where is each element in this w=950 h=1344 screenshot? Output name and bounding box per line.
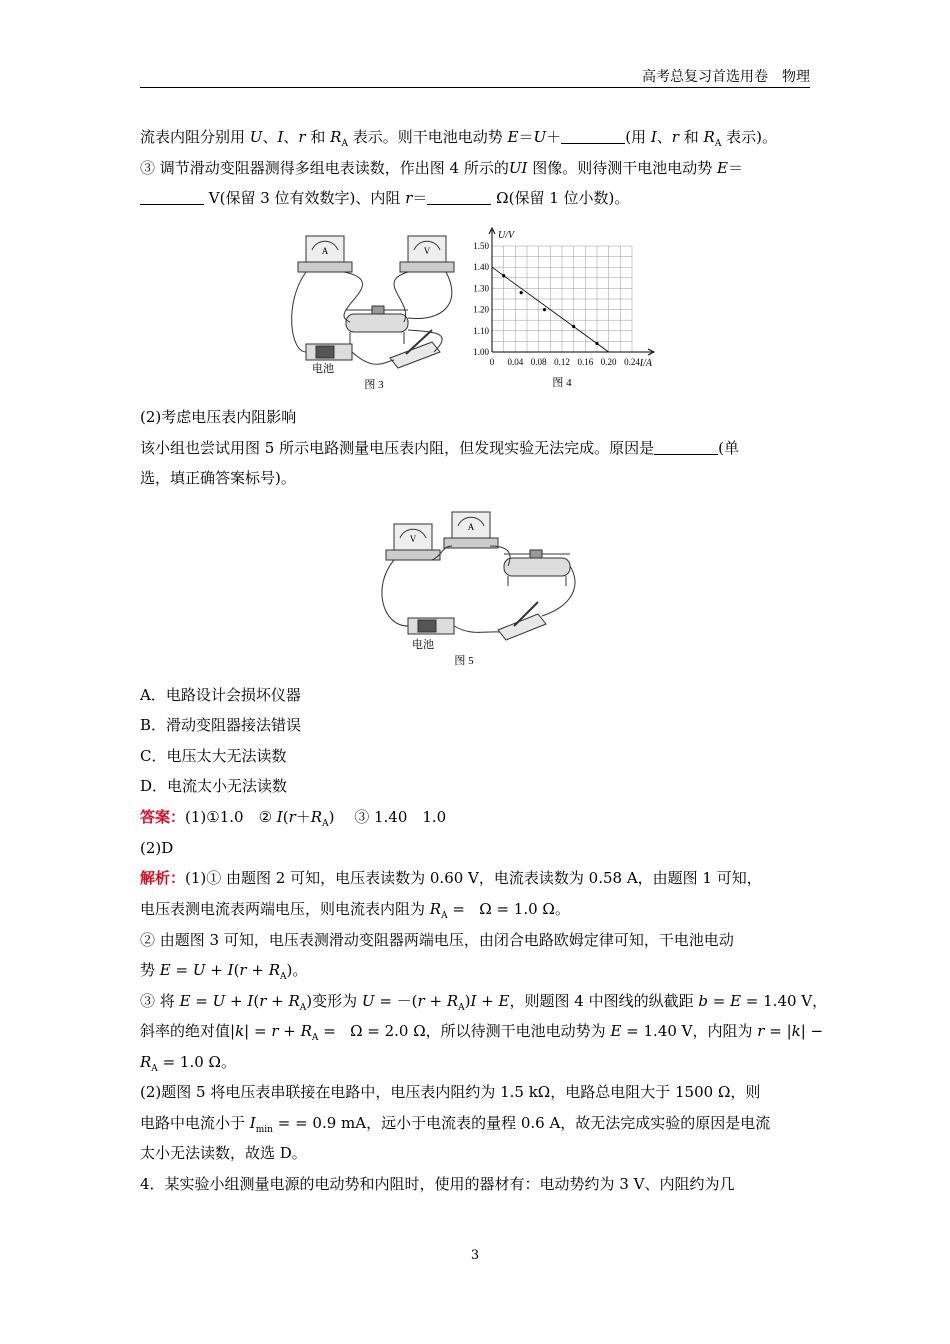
section-2-title: (2)考虑电压表内阻影响 <box>140 408 297 426</box>
fig4-caption: 图 4 <box>552 377 572 389</box>
option-b: B．滑动变阻器接法错误 <box>140 716 302 734</box>
solution-line-9: 电路中电流小于 $I_{min}$ = = 0.9 mA，远小于电流表的量程 0.6 A，故无法完成实验的原因是电流 <box>140 1114 771 1135</box>
data-point <box>543 308 546 311</box>
solution-label: 解析： <box>140 869 186 887</box>
blank-4[interactable] <box>654 438 718 455</box>
section-2-line-2: 选，填正确答案标号)。 <box>140 469 296 487</box>
data-point <box>595 342 598 345</box>
fig5-voltmeter-letter: V <box>409 534 417 544</box>
x-tick-label: 0.24 <box>624 357 640 367</box>
fig5-ammeter-letter: A <box>467 522 475 532</box>
data-point <box>520 291 523 294</box>
data-point <box>502 274 505 277</box>
figure-5-circuit <box>372 506 584 670</box>
battery-label: 电池 <box>312 363 334 375</box>
x-tick-label: 0.16 <box>577 357 594 367</box>
figure-4-ui-chart <box>462 220 662 394</box>
line-3: V(保留 3 位有效数字)、内阻 r＝ Ω(保留 1 位小数)。 <box>140 183 812 214</box>
blank-3[interactable] <box>427 188 491 205</box>
x-tick-label: 0.20 <box>600 357 617 367</box>
y-tick-label: 1.50 <box>473 241 489 251</box>
y-axis-label: U/V <box>498 230 515 241</box>
solution-line-6: 斜率的绝对值$|k| = r + R_A = \Omega = 2.0$ Ω，所以待测干电池电动势为 E = 1.40 V，内阻为 r = |k| − <box>140 1022 824 1043</box>
x-tick-label: 0.12 <box>554 357 570 367</box>
solution-line-5: ③ 将 $E = U + I(r + R_A)$变形为 $U = -(r + R_A)I + E$，则题图 4 中图线的纵截距 b = E = 1.40 V， <box>140 992 828 1013</box>
solution-line-2: 电压表测电流表两端电压，则电流表内阻为 $R_A = \Omega = 1.0$ Ω。 <box>140 900 570 921</box>
answer-line-2: (2)D <box>140 839 174 857</box>
x-tick-label: 0 <box>489 357 495 367</box>
option-c: C．电压太大无法读数 <box>140 747 287 765</box>
y-tick-label: 1.30 <box>473 283 489 294</box>
x-tick-label: 0.08 <box>530 357 547 367</box>
line-2: ③ 调节滑动变阻器测得多组电表读数，作出图 4 所示的UI 图像。则待测干电池电动势 E＝ <box>140 159 743 177</box>
question-4: 4．某实验小组测量电源的电动势和内阻时，使用的器材有：电动势约为 3 V、内阻约为几 <box>140 1175 735 1193</box>
page-number: 3 <box>470 1248 480 1263</box>
figure-3-circuit <box>284 222 464 394</box>
y-tick-label: 1.00 <box>473 347 489 357</box>
voltmeter-letter: V <box>423 246 431 256</box>
solution-line-4: 势 $E = U + I(r + R_A)$。 <box>140 961 308 982</box>
y-tick-label: 1.10 <box>473 325 489 336</box>
blank-2[interactable] <box>140 188 204 205</box>
fig5-battery-label: 电池 <box>412 639 434 651</box>
ammeter-letter: A <box>321 246 329 256</box>
line-1: 流表内阻分别用 U、I、r 和 $R_A$ 表示。则干电池电动势 E＝U＋ (用 I、r 和 $R_A$ 表示)。 <box>140 128 777 149</box>
solution-line-8: (2)题图 5 将电压表串联接在电路中，电压表内阻约为 1.5 kΩ，电路总电阻大于 1500 Ω，则 <box>140 1083 761 1101</box>
data-point <box>572 325 575 328</box>
answer-line-1: 答案：(1)①1.0 ② $I(r+R_A)$ ③ 1.40 1.0 <box>140 808 447 829</box>
fig5-caption: 图 5 <box>454 655 474 667</box>
option-a: A．电路设计会损坏仪器 <box>140 686 301 704</box>
x-tick-label: 0.04 <box>507 357 524 367</box>
page-header: 高考总复习首选用卷 物理 <box>642 69 810 85</box>
solution-line-7: $R_A = 1.0$ Ω。 <box>140 1053 236 1074</box>
solution-line-3: ② 由题图 3 可知，电压表测滑动变阻器两端电压，由闭合电路欧姆定律可知，干电池电动 <box>140 931 734 949</box>
blank-1[interactable] <box>561 127 625 144</box>
option-d: D．电流太小无法读数 <box>140 777 288 795</box>
x-axis-label: I/A <box>639 358 652 369</box>
y-tick-label: 1.40 <box>473 262 489 273</box>
solution-line-10: 太小无法读数，故选 D。 <box>140 1144 307 1162</box>
answer-label: 答案： <box>140 808 186 826</box>
y-tick-label: 1.20 <box>473 304 489 315</box>
fig3-caption: 图 3 <box>364 379 384 391</box>
header-rule <box>140 87 810 88</box>
section-2-line-1: 该小组也尝试用图 5 所示电路测量电压表内阻，但发现实验无法完成。原因是 (单 <box>140 439 739 457</box>
solution-line-1: 解析：(1)① 由题图 2 可知，电压表读数为 0.60 V，电流表读数为 0.58 A，由题图 1 可知， <box>140 869 762 887</box>
